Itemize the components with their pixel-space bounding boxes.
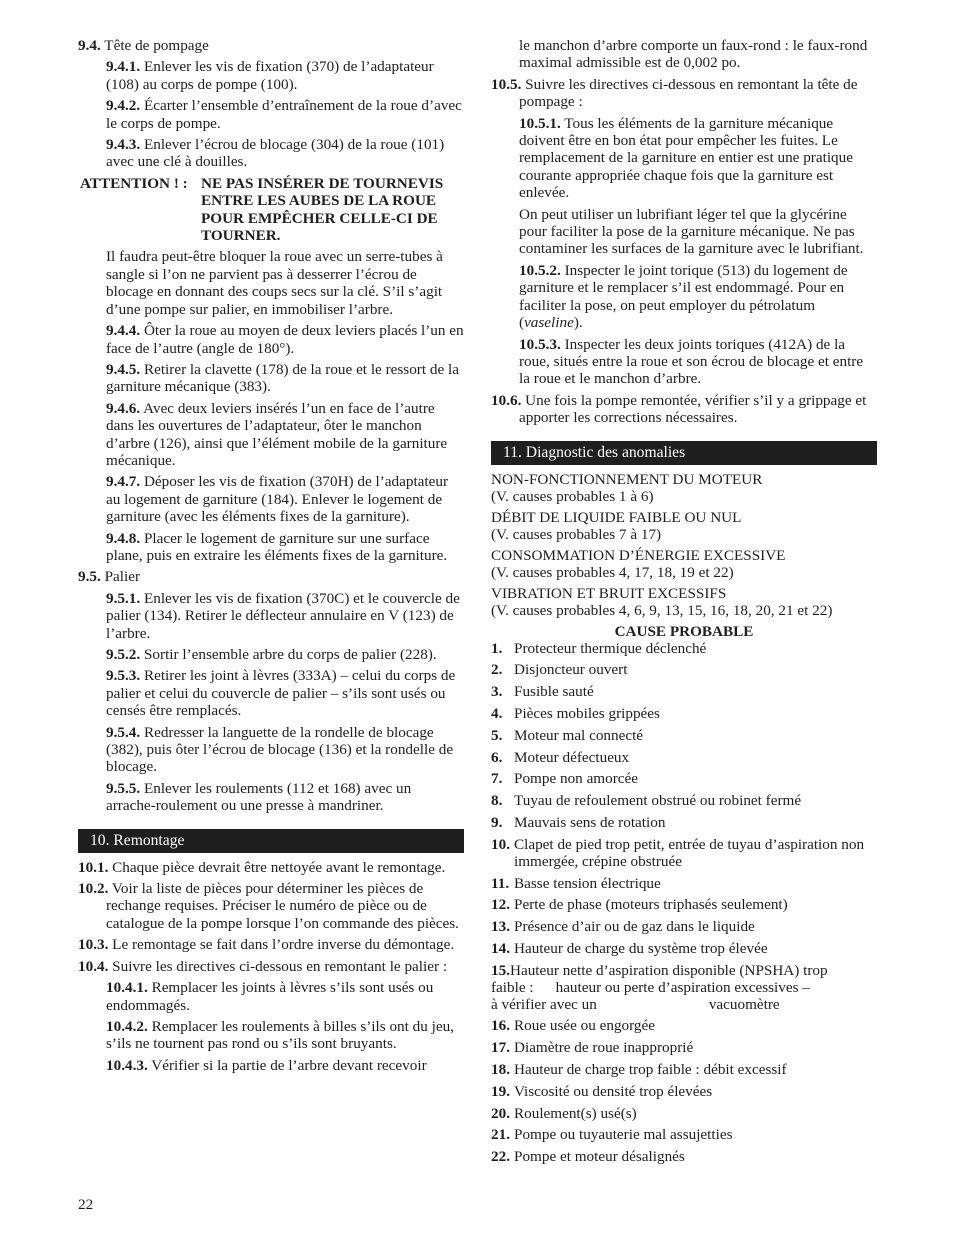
cause-item: 13. Présence d’air ou de gaz dans le liquide [491,918,755,936]
step-10-3: 10.3. Le remontage se fait dans l’ordre inverse du démontage. [78,936,455,954]
step-9-4-7: 9.4.7. Déposer les vis de fixation (370H) de l’adaptateur au logement de garniture (184). Enlever le logement de garniture (avec les éléments fixes de la garniture). [106,473,449,526]
cause-item: 22. Pompe et moteur désalignés [491,1148,685,1166]
section-heading-remontage: 10. Remontage [78,829,464,853]
cause-item: 3. Fusible sauté [491,683,594,701]
step-9-5-5: 9.5.5. Enlever les roulements (112 et 168) avec un arrache-roulement ou une presse à mandriner. [106,779,412,815]
cause-item: 16. Roue usée ou engorgée [491,1017,656,1035]
symptom-item: VIBRATION ET BRUIT EXCESSIFS (V. causes probables 4, 6, 9, 13, 15, 16, 18, 20, 21 et 22) [491,584,833,619]
step-9-5: 9.5. Palier [78,568,141,586]
cause-item-15: 15.Hauteur nette d’aspiration disponible (NPSHA) trop faible : hauteur ou perte d’aspiration excessives – à vérifier avec un vacuomètre [491,961,828,1013]
step-9-5-3: 9.5.3. Retirer les joint à lèvres (333A) – celui du corps de palier et celui du couvercle de palier – s’ils sont usés ou censés être remplacés. [106,667,456,720]
symptom-item: DÉBIT DE LIQUIDE FAIBLE OU NUL (V. causes probables 7 à 17) [491,508,742,543]
cause-item: 7. Pompe non amorcée [491,770,638,788]
cause-item: 2. Disjoncteur ouvert [491,661,628,679]
cause-item: 17. Diamètre de roue inapproprié [491,1039,694,1057]
cause-item: 1. Protecteur thermique déclenché [491,639,707,657]
cause-item: 12. Perte de phase (moteurs triphasés seulement) [491,896,788,914]
step-9-4-2: 9.4.2. Écarter l’ensemble d’entraînement de la roue d’avec le corps de pompe. [106,97,462,132]
warning-block [80,175,464,245]
step-10-4-3-continued: le manchon d’arbre comporte un faux-rond : le faux-rond maximal admissible est de 0,002 po. [519,37,868,72]
cause-item: 5. Moteur mal connecté [491,726,644,744]
cause-item: 18. Hauteur de charge trop faible : débit excessif [491,1061,787,1079]
cause-item: 8. Tuyau de refoulement obstrué ou robinet fermé [491,792,802,810]
left-column [78,37,464,1078]
cause-item: 21. Pompe ou tuyauterie mal assujetties [491,1126,733,1144]
step-9-4-3: 9.4.3. Enlever l’écrou de blocage (304) de la roue (101) avec une clé à douilles. [106,136,445,171]
warning-text: NE PAS INSÉRER DE TOURNEVIS ENTRE LES AUBES DE LA ROUE POUR EMPÊCHER CELLE-CI DE TOURNER. [201,174,444,245]
step-9-4-4: 9.4.4. Ôter la roue au moyen de deux leviers placés l’un en face de l’autre (angle de 180°). [106,322,464,357]
step-9-4-6: 9.4.6. Avec deux leviers insérés l’un en face de l’autre dans les ouvertures de l’adaptateur, ôter le manchon d’arbre (126), ainsi que l’élément mobile de la garniture mécanique. [106,399,448,469]
step-10-2: 10.2. Voir la liste de pièces pour déterminer les pièces de rechange requises. Préciser le numéro de pièce ou de catalogue de la pompe lorsque l’on commande des pièces. [78,880,459,932]
step-10-4: 10.4. Suivre les directives ci-dessous en remontant le palier : [78,957,448,975]
cause-item: 9. Mauvais sens de rotation [491,813,666,831]
step-10-1: 10.1. Chaque pièce devrait être nettoyée avant le remontage. [78,858,446,876]
page-number: 22 [78,1196,94,1213]
note-strap-wrench: Il faudra peut-être bloquer la roue avec un serre-tubes à sangle si l’on ne parvient pas à desserrer l’écrou de blocage en donnant des coups secs sur la clé. S’il s’agit d’une pompe sur palier, en immobiliser l’arbre. [106,248,443,318]
step-10-5-2: 10.5.2. Inspecter le joint torique (513) du logement de garniture et le remplacer s’il est endommagé. Pour en faciliter la pose, on peut employer du pétrolatum (vaseline). [519,261,848,332]
step-10-4-1: 10.4.1. Remplacer les joints à lèvres s’ils sont usés ou endommagés. [106,979,434,1014]
step-9-5-4: 9.5.4. Redresser la languette de la rondelle de blocage (382), puis ôter l’écrou de blocage (136) et la rondelle de blocage. [106,723,454,776]
cause-item: 4. Pièces mobiles grippées [491,704,660,722]
cause-item: 14. Hauteur de charge du système trop élevée [491,939,768,957]
cause-item: 20. Roulement(s) usé(s) [491,1104,637,1122]
step-10-4-3: 10.4.3. Vérifier si la partie de l’arbre devant recevoir [106,1056,427,1074]
cause-header: CAUSE PROBABLE [614,622,754,640]
cause-item: 11. Basse tension électrique [491,874,661,892]
step-10-6: 10.6. Une fois la pompe remontée, vérifier s’il y a grippage et apporter les corrections nécessaires. [491,391,867,427]
cause-list [491,640,877,1166]
step-10-5-1: 10.5.1. Tous les éléments de la garniture mécanique doivent être en bon état pour empêcher les fuites. Le remplacement de la garniture en entier est une pratique courante appropriée chaque fois que la garniture est enlevée. [519,114,853,202]
note-lubricant: On peut utiliser un lubrifiant léger tel que la glycérine pour faciliter la pose de la garniture mécanique. Ne pas contaminer les surfaces de la garniture avec le lubrifiant. [519,205,864,258]
section-heading-diagnostic: 11. Diagnostic des anomalies [491,441,877,465]
step-10-5: 10.5. Suivre les directives ci-dessous en remontant la tête de pompage : [491,75,858,111]
step-9-5-2: 9.5.2. Sortir l’ensemble arbre du corps de palier (228). [106,646,437,663]
step-9-4-8: 9.4.8. Placer le logement de garniture sur une surface plane, puis en extraire les éléments fixes de la garniture. [106,529,448,564]
step-10-4-2: 10.4.2. Remplacer les roulements à billes s’ils ont du jeu, s’ils ne tournent pas rond ou s’ils sont bruyants. [106,1017,454,1053]
symptom-item: NON-FONCTIONNEMENT DU MOTEUR (V. causes probables 1 à 6) [491,470,763,505]
step-9-4: 9.4. Tête de pompage [78,37,209,54]
step-10-5-3: 10.5.3. Inspecter les deux joints toriques (412A) de la roue, situés entre la roue et son écrou de blocage et entre la roue et le manchon d’arbre. [519,335,864,388]
step-9-4-1: 9.4.1. Enlever les vis de fixation (370) de l’adaptateur (108) au corps de pompe (100). [106,58,434,93]
cause-item: 6. Moteur défectueux [491,748,630,766]
warning-label: ATTENTION ! : [80,174,188,192]
cause-item: 10. Clapet de pied trop petit, entrée de tuyau d’aspiration non immergée, crépine obstruée [491,835,865,870]
step-9-4-5: 9.4.5. Retirer la clavette (178) de la roue et le ressort de la garniture mécanique (383). [106,360,459,396]
symptom-item: CONSOMMATION D’ÉNERGIE EXCESSIVE (V. causes probables 4, 17, 18, 19 et 22) [491,546,786,581]
step-9-5-1: 9.5.1. Enlever les vis de fixation (370C) et le couvercle de palier (134). Retirer le déflecteur annulaire en V (123) de l’arbre. [106,589,460,642]
right-column [491,37,877,1170]
symptom-list [491,471,877,619]
cause-item: 19. Viscosité ou densité trop élevées [491,1082,713,1100]
